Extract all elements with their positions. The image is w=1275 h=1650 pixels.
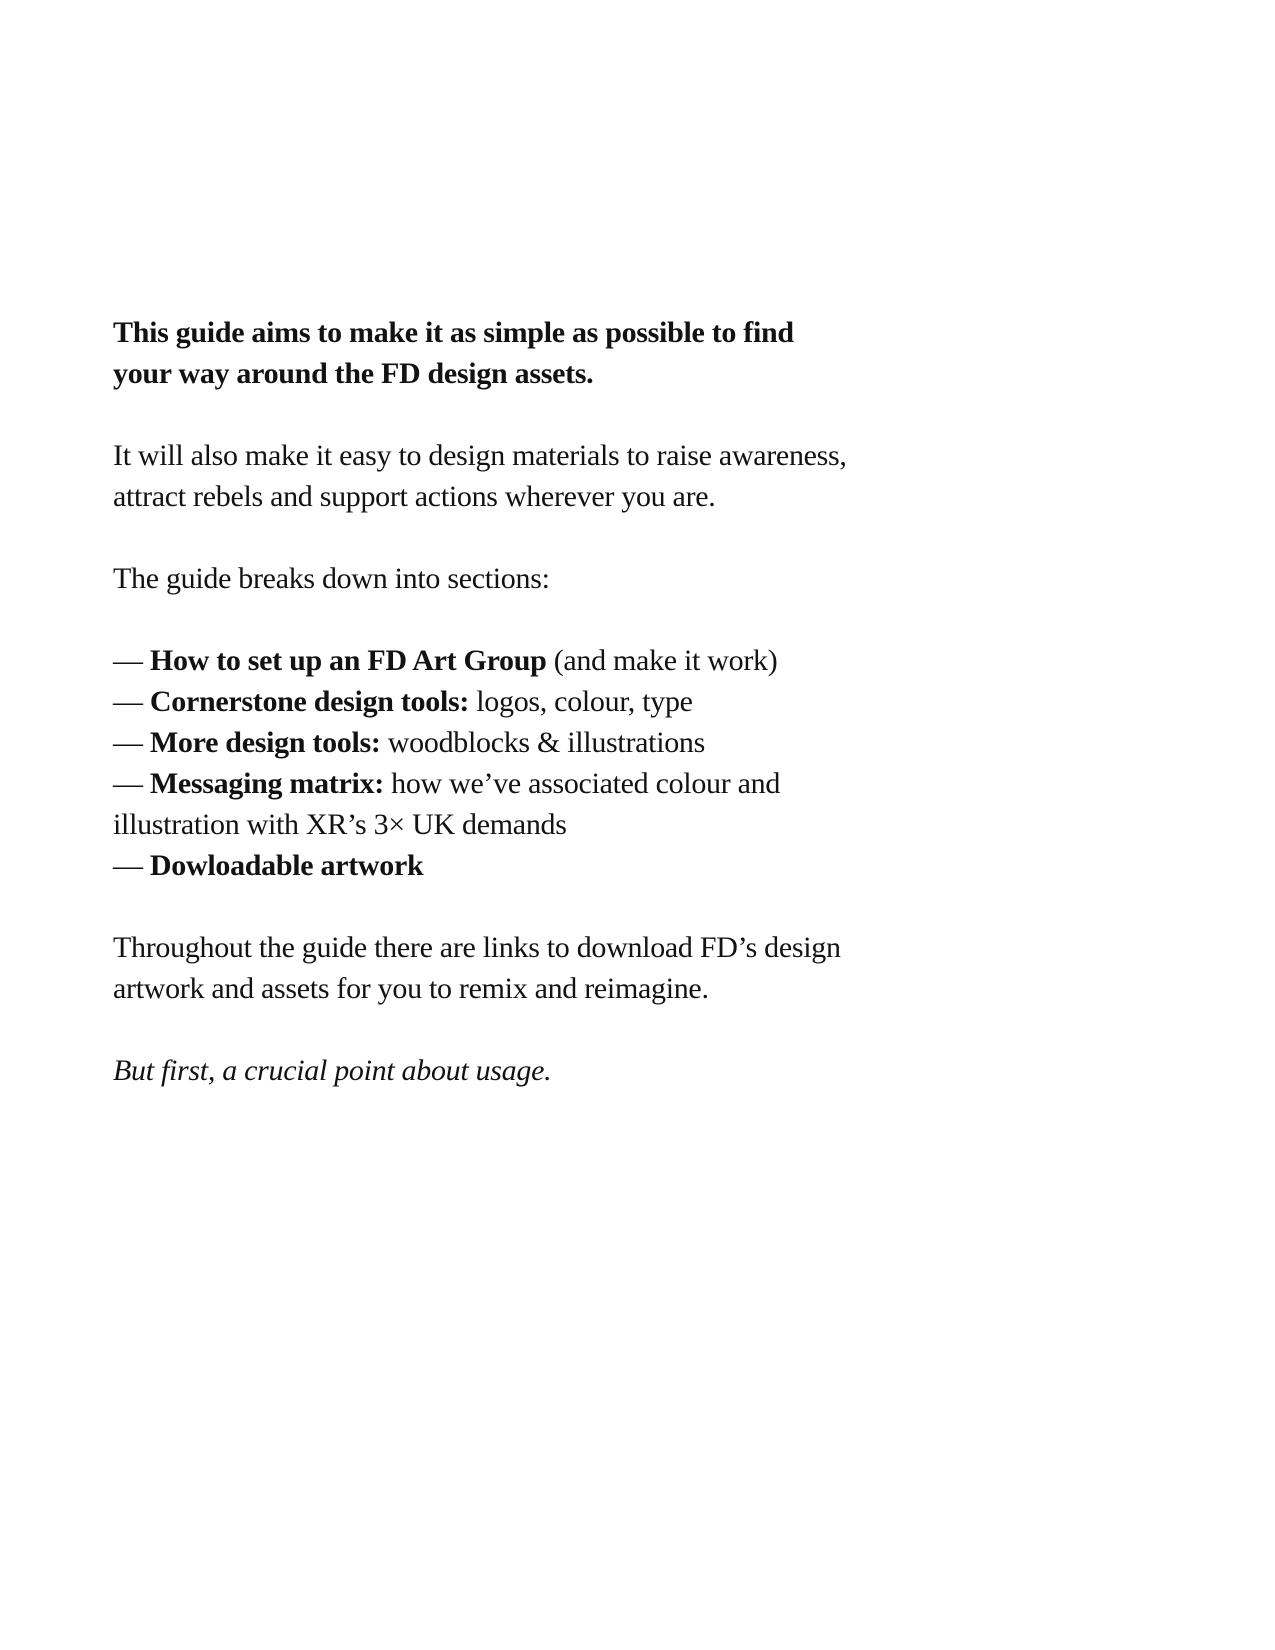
list-item-title: Dowloadable artwork [149,849,424,882]
list-item-title: Cornerstone design tools: [149,685,470,718]
intro-paragraph [113,435,1163,517]
list-dash: — [113,849,150,882]
sections-list [113,640,1163,886]
list-item-rest: illustration with XR’s 3× UK demands [113,808,567,841]
heading-line: your way around the FD design assets. [113,357,594,390]
note-line: But first, a crucial point about usage. [113,1054,552,1087]
list-item-rest: woodblocks & illustrations [380,726,705,759]
list-item [113,763,1163,804]
list-item [113,681,1163,722]
list-dash: — [113,644,150,677]
list-dash: — [113,685,150,718]
list-item-title: More design tools: [149,726,381,759]
outro-paragraph [113,927,1163,1009]
list-item-title: Messaging matrix: [149,767,384,800]
text-column [113,312,1163,1091]
usage-note [113,1050,1163,1091]
list-item-title: How to set up an FD Art Group [149,644,547,677]
list-item-continuation [113,804,1163,845]
paragraph-line: Throughout the guide there are links to download FD’s design [113,931,841,964]
intro-heading [113,312,1163,394]
paragraph-line: The guide breaks down into sections: [113,562,550,595]
paragraph-line: attract rebels and support actions wherever you are. [113,480,716,513]
paragraph-line: artwork and assets for you to remix and reimagine. [113,972,709,1005]
list-item-rest: (and make it work) [546,644,778,677]
paragraph-line: It will also make it easy to design materials to raise awareness, [113,439,847,472]
list-item [113,722,1163,763]
sections-lead [113,558,1163,599]
heading-line: This guide aims to make it as simple as possible to find [113,316,794,349]
list-dash: — [113,726,150,759]
list-dash: — [113,767,150,800]
list-item [113,640,1163,681]
list-item [113,845,1163,886]
list-item-rest: how we’ve associated colour and [383,767,781,800]
list-item-rest: logos, colour, type [469,685,693,718]
